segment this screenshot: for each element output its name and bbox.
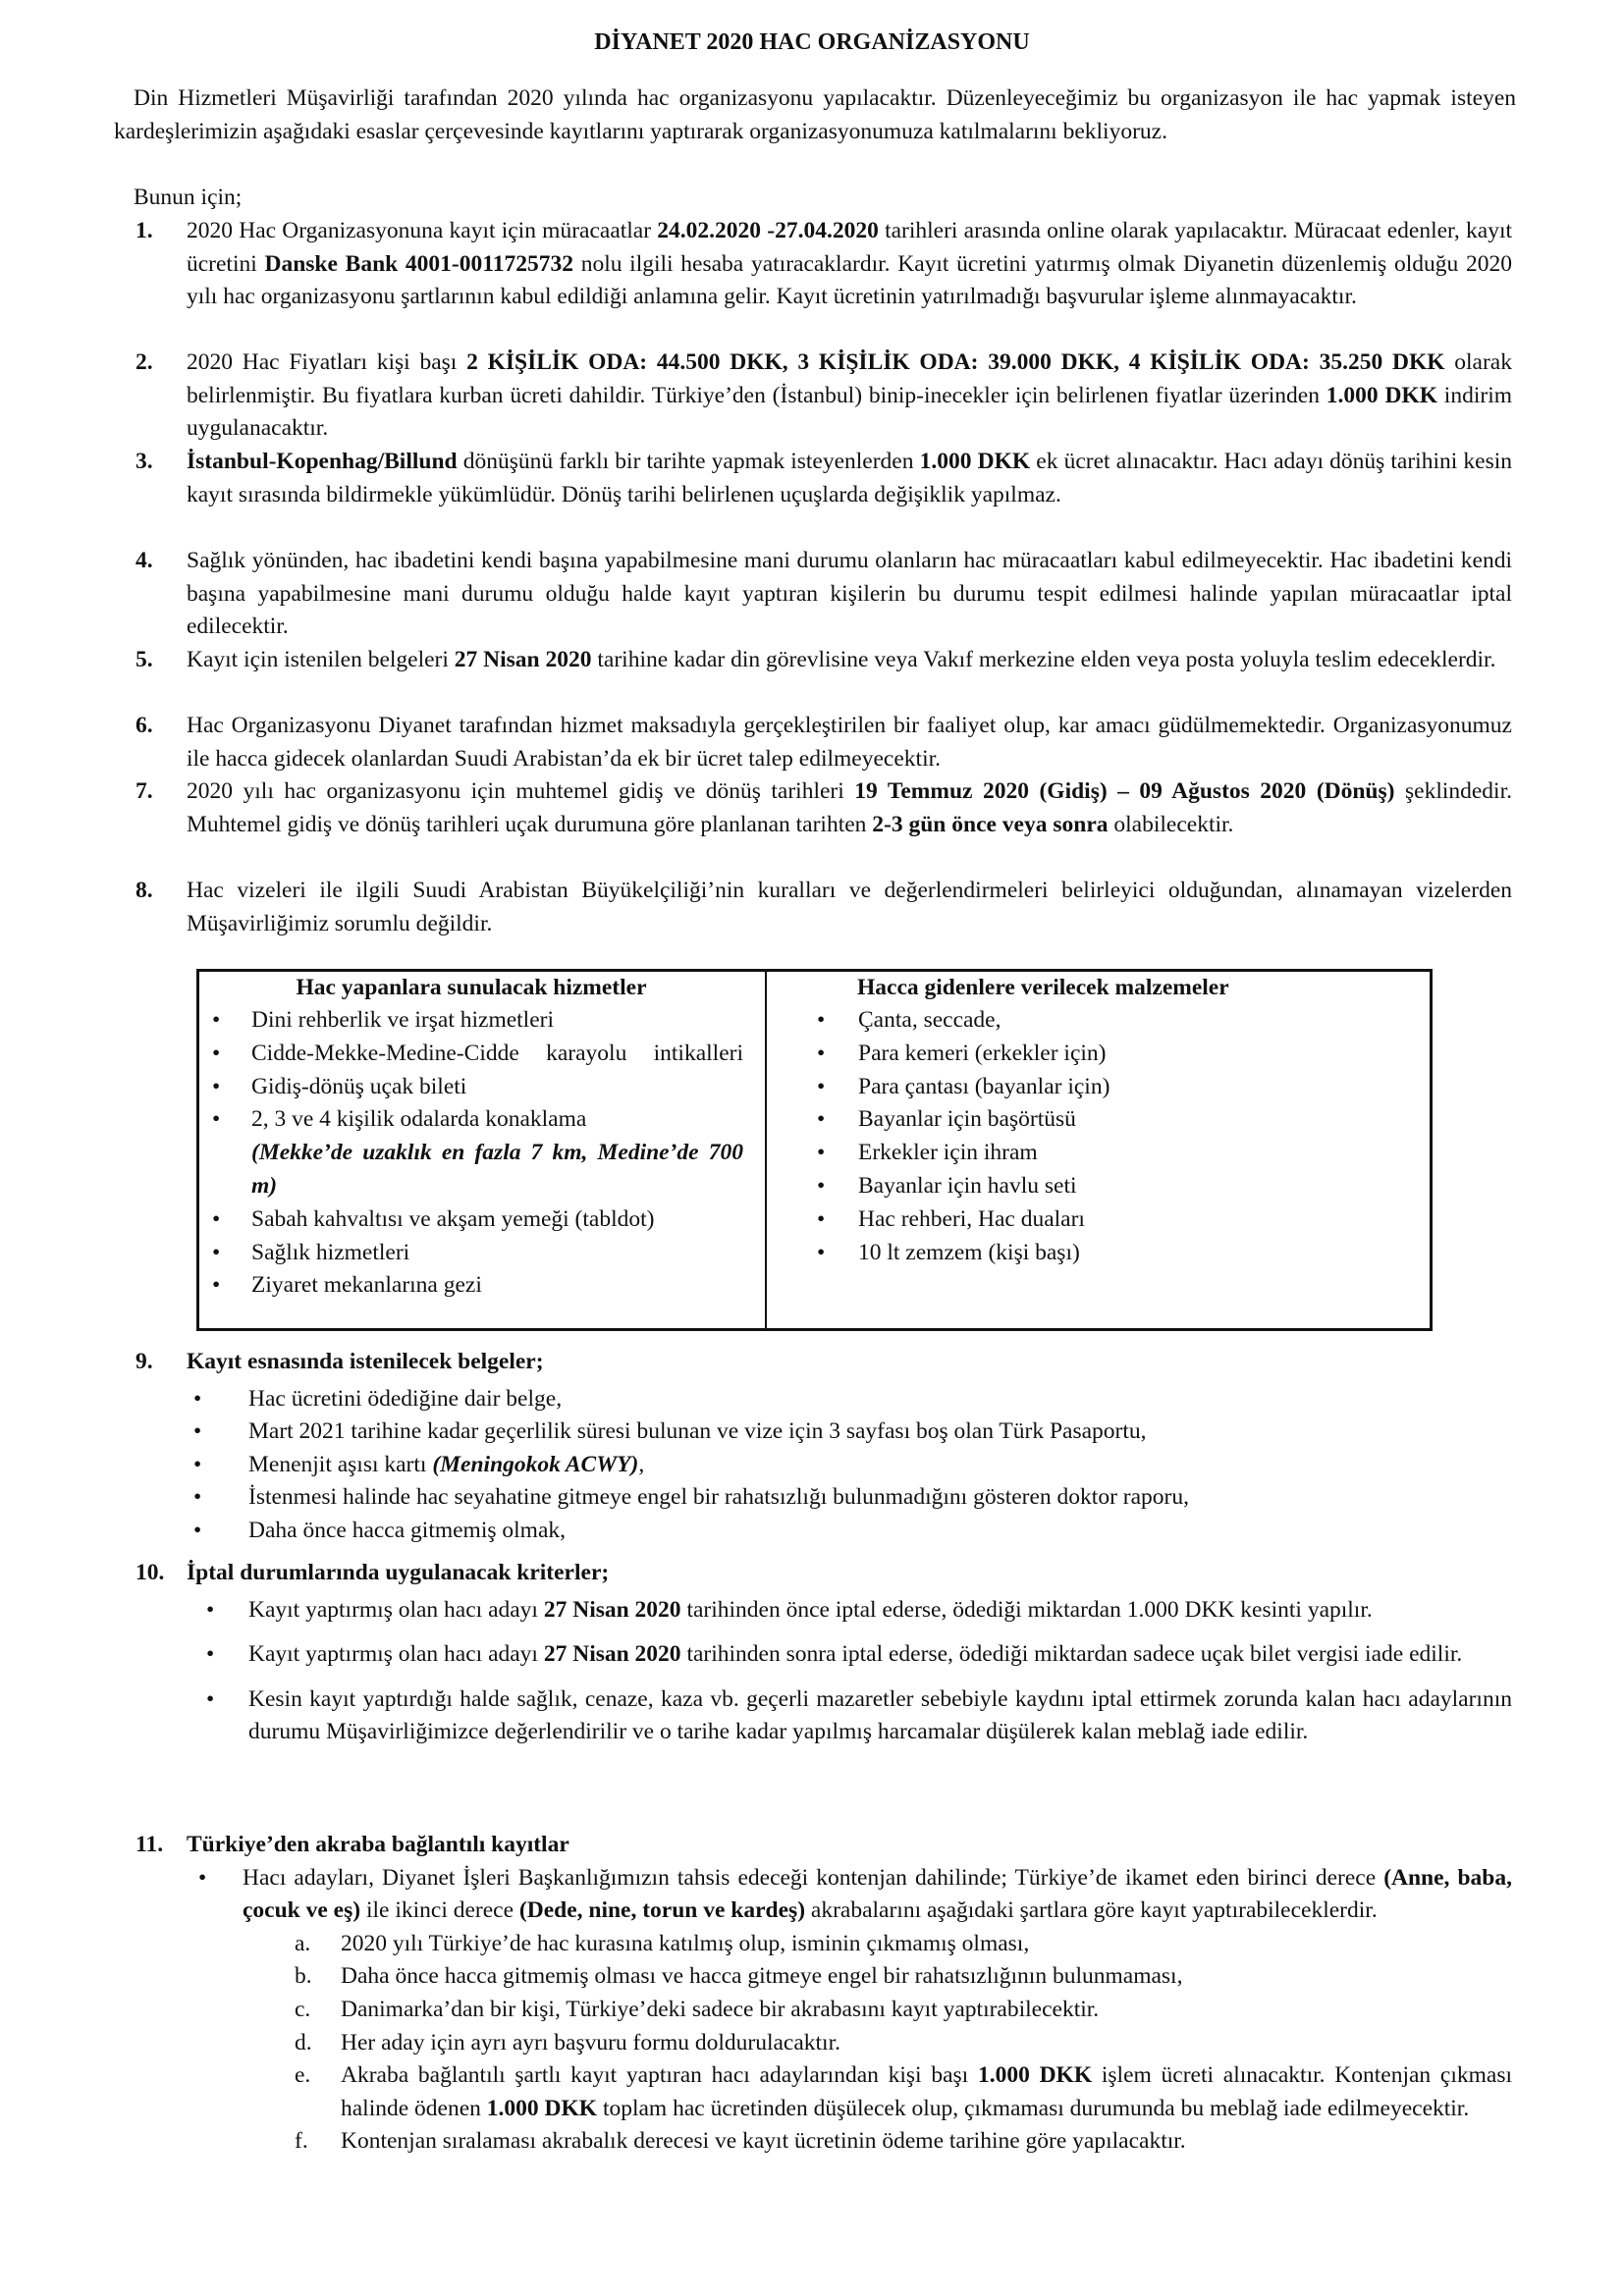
item-number: 4. [135, 548, 153, 573]
list-item: • Sağlık hizmetleri [199, 1237, 743, 1270]
item-text: Hac Organizasyonu Diyanet tarafından hizmet maksadıyla gerçekleştirilen bir faaliyet olup, kar amacı güdülmemektedir. Organizasyonumuz ile hacca gidecek olanlardan Suudi Arabistan’da ek bir ücret talep edilmeyecektir. [187, 713, 1512, 772]
list-item: • 10 lt zemzem (kişi başı) [767, 1237, 1430, 1270]
list-item: • Ziyaret mekanlarına gezi [199, 1269, 743, 1303]
list-item: • Daha önce hacca gitmemiş olmak, [135, 1515, 1512, 1548]
list-item: • Sabah kahvaltısı ve akşam yemeği (tabldot) [199, 1203, 743, 1237]
item-number: 11. [135, 1832, 164, 1857]
rule-item-2 [135, 347, 1512, 446]
bullet-icon: • [193, 1451, 202, 1477]
accommodation-note: (Mekke’de uzaklık en fazla 7 km, Medine’de 700 m) [251, 1140, 743, 1199]
bullet-icon: • [212, 1205, 221, 1232]
item-text: 2020 Hac Organizasyonuna kayıt için müracaatlar 24.02.2020 -27.04.2020 tarihleri arasında online olarak yapılacaktır. Müracaat edenler, kayıt ücretini Danske Bank 4001-0011725732 nolu ilgili hesaba yatıracaklardır. Kayıt ücretini yatırmış olmak Diyanetin düzenlemiş olduğu 2020 yılı hac organizasyonu şartlarının kabul edildiği anlamına gelir. Kayıt ücretinin yatırılmadığı başvurular işleme alınmayacaktır. [187, 218, 1513, 310]
list-item: • Bayanlar için havlu seti [767, 1170, 1430, 1203]
bullet-icon: • [193, 1517, 202, 1543]
bullet-icon: • [817, 1007, 826, 1033]
list-item: • Para çantası (bayanlar için) [767, 1071, 1430, 1104]
bullet-icon: • [193, 1484, 202, 1511]
relative-registration-list [135, 1862, 1512, 1928]
item-number: 10. [135, 1560, 165, 1585]
list-item: f. Kontenjan sıralaması akrabalık derecesi ve kayıt ücretinin ödeme tarihine göre yapılacaktır. [295, 2128, 1186, 2155]
date-tolerance: 2-3 gün önce veya sonra [872, 811, 1109, 837]
list-item: • Bayanlar için başörtüsü [767, 1103, 1430, 1137]
list-item: • Hacı adayları, Diyanet İşleri Başkanlığımızın tahsis edeceği kontenjan dahilinde; Türkiye’de ikamet eden birinci derece (Anne, baba, çocuk ve eş) ile ikinci derece (Dede, nine, torun ve kardeş) akrabalarını aşağıdaki şartlara göre kayıt yaptırabileceklerdir. [135, 1862, 1512, 1928]
bullet-icon: • [212, 1040, 221, 1066]
bullet-icon: • [206, 1596, 215, 1623]
item-number: 7. [135, 778, 153, 804]
item-number: 1. [135, 218, 153, 243]
list-item: • Çanta, seccade, [767, 1004, 1430, 1038]
bank-account: Danske Bank 4001-0011725732 [264, 250, 573, 277]
list-item: a. 2020 yılı Türkiye’de hac kurasına katılmış olup, isminin çıkmamış olması, [295, 1930, 1030, 1956]
list-item: e. Akraba bağlantılı şartlı kayıt yaptıran hacı adaylarından kişi başı 1.000 DKK işlem ücreti alınacaktır. Kontenjan çıkması halinde ödenen 1.000 DKK toplam hac ücretinden düşülecek olup, çıkmaması durumunda bu meblağ iade edilmeyecektir. [295, 2062, 1512, 2121]
bullet-icon: • [206, 1641, 215, 1668]
route: İstanbul-Kopenhag/Billund [187, 449, 458, 474]
services-list [199, 1004, 743, 1303]
cancellation-criteria-list [135, 1594, 1512, 1749]
item-text: 2020 yılı hac organizasyonu için muhtemel gidiş ve dönüş tarihleri 19 Temmuz 2020 (Gidiş) – 09 Ağustos 2020 (Dönüş) şeklindedir. Muhtemel gidiş ve dönüş tarihleri uçak durumuna göre planlanan tarihten 2-3 gün önce veya sonra olabilecektir. [187, 778, 1512, 837]
bullet-icon: • [206, 1685, 215, 1712]
bullet-icon: • [198, 1864, 207, 1891]
list-item: • Para kemeri (erkekler için) [767, 1038, 1430, 1071]
extra-fee: 1.000 DKK [919, 449, 1031, 474]
bullet-icon: • [212, 1272, 221, 1299]
deadline: 27 Nisan 2020 [454, 647, 592, 672]
services-table [196, 969, 1433, 1331]
item-number: 6. [135, 713, 153, 738]
item-text: Kayıt için istenilen belgeleri 27 Nisan 2020 tarihine kadar din görevlisine veya Vakıf merkezine elden veya posta yoluyla teslim edeceklerdir. [187, 647, 1496, 672]
intro-paragraph: Din Hizmetleri Müşavirliği tarafından 2020 yılında hac organizasyonu yapılacaktır. Düzenleyeceğimiz bu organizasyon ile hac yapmak isteyen kardeşlerimizin aşağıdaki esaslar çerçevesinde kayıtlarını yaptırarak organizasyonumuza katılmalarını bekliyoruz. [114, 85, 1516, 144]
list-item: b. Daha önce hacca gitmemiş olması ve hacca gitmeye engel bir rahatsızlığının bulunmaması, [295, 1963, 1183, 1990]
list-item: • Kayıt yaptırmış olan hacı adayı 27 Nisan 2020 tarihinden önce iptal ederse, ödediği miktardan 1.000 DKK kesinti yapılır. [135, 1594, 1512, 1628]
bullet-icon: • [817, 1205, 826, 1232]
bullet-icon: • [817, 1140, 826, 1166]
list-item: • İstenmesi halinde hac seyahatine gitmeye engel bir rahatsızlığı bulunmadığını gösteren doktor raporu, [135, 1481, 1512, 1515]
rule-item-5 [135, 644, 1512, 677]
materials-column [767, 972, 1430, 1328]
item-text: İstanbul-Kopenhag/Billund dönüşünü farklı bir tarihte yapmak isteyenlerden 1.000 DKK ek ücret alınacaktır. Hacı adayı dönüş tarihini kesin kayıt sırasında bildirmekle yükümlüdür. Dönüş tarihi belirlenen uçuşlarda değişiklik yapılmaz. [187, 449, 1512, 507]
section-11 [135, 1829, 1512, 2159]
bullet-icon: • [212, 1106, 221, 1133]
rule-item-4 [135, 545, 1512, 644]
application-dates: 24.02.2020 -27.04.2020 [657, 218, 879, 243]
bullet-icon: • [817, 1172, 826, 1199]
item-text: Sağlık yönünden, hac ibadetini kendi başına yapabilmesine mani durumu olanların hac müracaatları kabul edilmeyecektir. Hac ibadetini kendi başına yapabilmesine mani durumu olduğu halde kayıt yaptıran kişilerin bu durumu tespit edilmesi halinde yapılan müracaatlar iptal edilecektir. [187, 548, 1512, 640]
item-number: 5. [135, 647, 153, 672]
bullet-icon: • [212, 1239, 221, 1265]
list-item: d. Her aday için ayrı ayrı başvuru formu doldurulacaktır. [295, 2029, 840, 2056]
intro-lead: Bunun için; [134, 185, 243, 210]
section-9 [135, 1346, 1512, 1548]
travel-dates: 19 Temmuz 2020 (Gidiş) – 09 Ağustos 2020 (Dönüş) [854, 778, 1395, 804]
rule-item-6 [135, 710, 1512, 775]
required-documents-list [135, 1383, 1512, 1548]
bullet-icon: • [817, 1106, 826, 1133]
rule-item-8 [135, 875, 1512, 940]
page-title: DİYANET 2020 HAC ORGANİZASYONU [594, 29, 1030, 55]
list-item: • Menenjit aşısı kartı (Meningokok ACWY), [135, 1449, 1512, 1482]
list-item: • 2, 3 ve 4 kişilik odalarda konaklama (Mekke’de uzaklık en fazla 7 km, Medine’de 700 m) [199, 1103, 743, 1202]
list-item: • Kayıt yaptırmış olan hacı adayı 27 Nisan 2020 tarihinden sonra iptal ederse, ödediği miktardan sadece uçak bilet vergisi iade edilir. [135, 1638, 1512, 1672]
item-number: 2. [135, 349, 153, 375]
materials-header: Hacca gidenlere verilecek malzemeler [857, 975, 1229, 1000]
bullet-icon: • [817, 1239, 826, 1265]
item-text: 2020 Hac Fiyatları kişi başı 2 KİŞİLİK ODA: 44.500 DKK, 3 KİŞİLİK ODA: 39.000 DKK, 4 KİŞİLİK ODA: 35.250 DKK olarak belirlenmiştir. Bu fiyatlara kurban ücreti dahildir. Türkiye’den (İstanbul) binip-inecekler için belirlenen fiyatlar üzerinden 1.000 DKK indirim uygulanacaktır. [187, 349, 1512, 442]
list-item: • Cidde-Mekke-Medine-Cidde karayolu intikalleri [199, 1038, 743, 1071]
services-column [199, 972, 767, 1328]
list-item: • Mart 2021 tarihine kadar geçerlilik süresi bulunan ve vize için 3 sayfası boş olan Türk Pasaportu, [135, 1415, 1512, 1449]
bullet-icon: • [817, 1040, 826, 1066]
discount-amount: 1.000 DKK [1326, 382, 1437, 408]
rule-item-3 [135, 446, 1512, 511]
rule-item-1 [135, 215, 1512, 314]
list-item: • Kesin kayıt yaptırdığı halde sağlık, cenaze, kaza vb. geçerli mazaretler sebebiyle kaydını iptal ettirmek zorunda kalan hacı adaylarının durumu Müşavirliğimizce değerlendirilir ve o tarihe kadar yapılmış harcamalar düşülerek kalan meblağ iade edilir. [135, 1683, 1512, 1749]
bullet-icon: • [212, 1007, 221, 1033]
rule-item-7 [135, 775, 1512, 841]
item-number: 9. [135, 1349, 153, 1374]
section-heading: İptal durumlarında uygulanacak kriterler; [187, 1560, 610, 1585]
item-text: Hac vizeleri ile ilgili Suudi Arabistan Büyükelçiliği’nin kuralları ve değerlendirmeleri belirleyici olduğundan, alınamayan vizelerden Müşavirliğimiz sorumlu değildir. [187, 878, 1512, 936]
services-header: Hac yapanlara sunulacak hizmetler [296, 975, 647, 1000]
list-item: • Dini rehberlik ve irşat hizmetleri [199, 1004, 743, 1038]
bullet-icon: • [212, 1073, 221, 1099]
list-item: • Gidiş-dönüş uçak bileti [199, 1071, 743, 1104]
item-number: 3. [135, 449, 153, 474]
list-item: c. Danimarka’dan bir kişi, Türkiye’deki sadece bir akrabasını kayıt yaptırabilecektir. [295, 1996, 1100, 2022]
section-10 [135, 1557, 1512, 1761]
conditions-list [135, 1928, 1512, 2159]
item-number: 8. [135, 878, 153, 903]
bullet-icon: • [193, 1418, 202, 1445]
materials-list [767, 1004, 1430, 1269]
list-item: • Hac ücretini ödediğine dair belge, [135, 1383, 1512, 1416]
bullet-icon: • [817, 1073, 826, 1099]
bullet-icon: • [193, 1385, 202, 1412]
list-item: • Hac rehberi, Hac duaları [767, 1203, 1430, 1237]
list-item: • Erkekler için ihram [767, 1137, 1430, 1170]
section-heading: Kayıt esnasında istenilecek belgeler; [187, 1349, 544, 1374]
room-prices: 2 KİŞİLİK ODA: 44.500 DKK, 3 KİŞİLİK ODA: 39.000 DKK, 4 KİŞİLİK ODA: 35.250 DKK [466, 349, 1445, 375]
section-heading: Türkiye’den akraba bağlantılı kayıtlar [187, 1832, 569, 1857]
